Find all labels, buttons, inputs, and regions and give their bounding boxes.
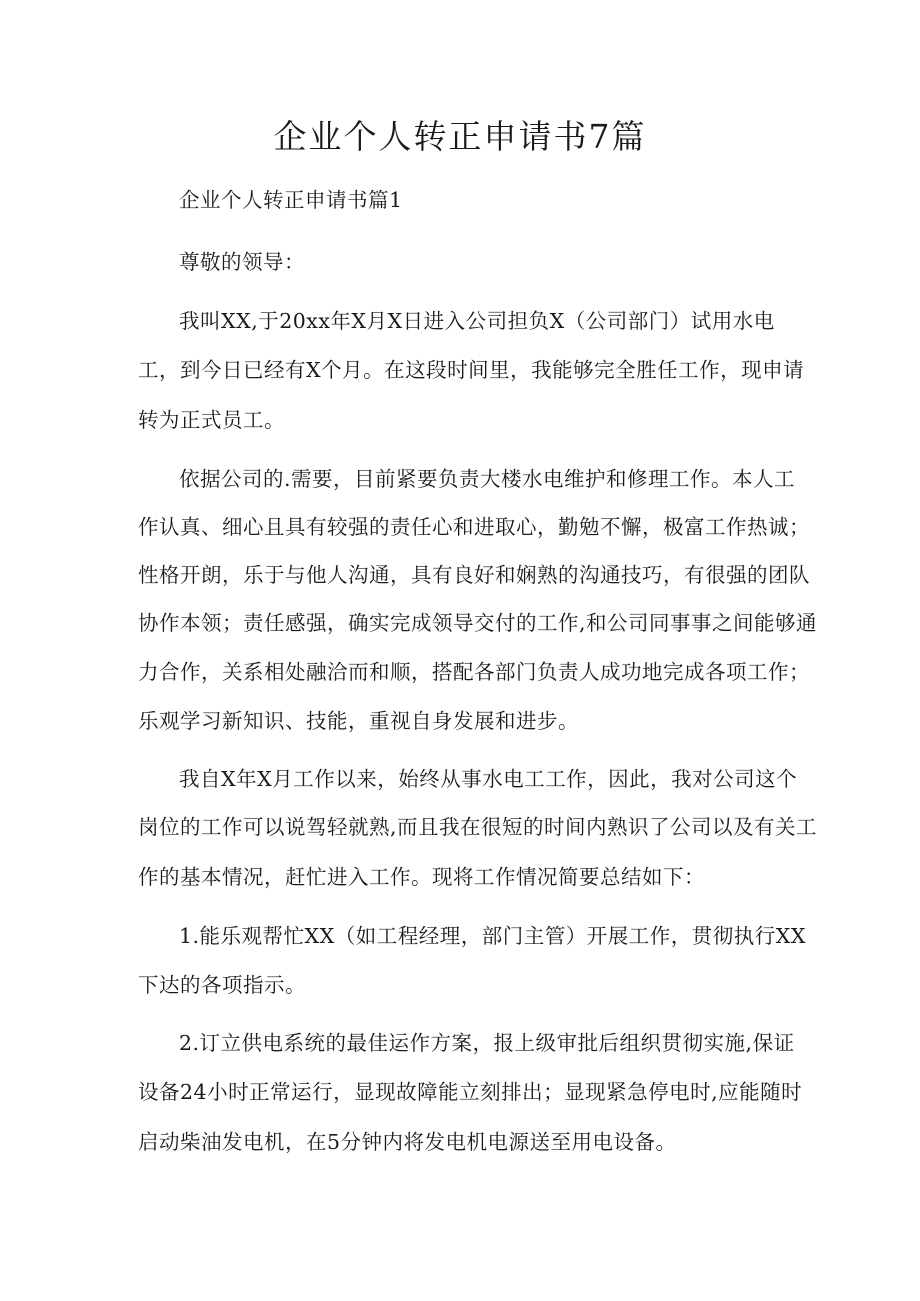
paragraph-5-line-2: 设备24小时正常运行，显现故障能立刻排出；显现紧急停电时,应能随时 (138, 1080, 803, 1104)
paragraph-3-line-1: 我自X年X月工作以来，始终从事水电工工作，因此，我对公司这个 (179, 767, 798, 791)
paragraph-2-line-1: 依据公司的.需要，目前紧要负责大楼水电维护和修理工作。本人工 (179, 467, 796, 491)
paragraph-4-line-2: 下达的各项指示。 (138, 973, 306, 997)
paragraph-1-line-3: 转为正式员工。 (138, 408, 285, 432)
paragraph-3-line-3: 作的基本情况，赶忙进入工作。现将工作情况简要总结如下： (138, 865, 705, 889)
paragraph-2-line-4: 协作本领；责任感强，确实完成领导交付的工作,和公司同事事之间能够通 (138, 611, 818, 635)
paragraph-1-line-1: 我叫XX,于20xx年X月X日进入公司担负X（公司部门）试用水电 (179, 309, 775, 333)
salutation: 尊敬的领导： (179, 250, 305, 274)
paragraph-2-line-2: 作认真、细心且具有较强的责任心和进取心，勤勉不懈，极富工作热诚； (138, 515, 810, 539)
paragraph-4-line-1: 1.能乐观帮忙XX（如工程经理，部门主管）开展工作，贯彻执行XX (179, 924, 806, 948)
document-title: 企业个人转正申请书7篇 (273, 117, 647, 156)
paragraph-1-line-2: 工，到今日已经有X个月。在这段时间里，我能够完全胜任工作，现申请 (138, 358, 805, 382)
paragraph-2-line-5: 力合作，关系相处融洽而和顺，搭配各部门负责人成功地完成各项工作； (138, 660, 810, 684)
paragraph-5-line-1: 2.订立供电系统的最佳运作方案，报上级审批后组织贯彻实施,保证 (179, 1031, 795, 1055)
paragraph-5-line-3: 启动柴油发电机，在5分钟内将发电机电源送至用电设备。 (138, 1130, 677, 1154)
paragraph-2-line-6: 乐观学习新知识、技能，重视自身发展和进步。 (138, 709, 579, 733)
paragraph-2-line-3: 性格开朗，乐于与他人沟通，具有良好和娴熟的沟通技巧，有很强的团队 (138, 563, 810, 587)
paragraph-3-line-2: 岗位的工作可以说驾轻就熟,而且我在很短的时间内熟识了公司以及有关工 (138, 815, 818, 839)
section-heading: 企业个人转正申请书篇1 (179, 188, 403, 212)
